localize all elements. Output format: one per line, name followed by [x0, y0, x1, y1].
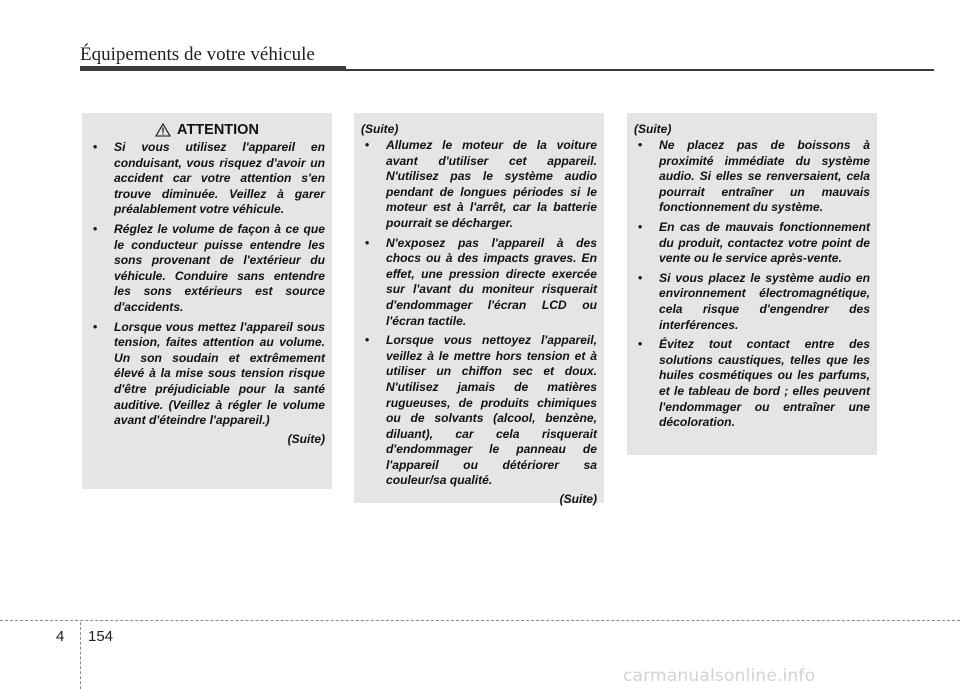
page-number: 154 — [88, 628, 114, 645]
watermark-text: carmanualsonline.info — [623, 666, 816, 686]
caution-heading — [89, 122, 325, 138]
header-rule-thin — [346, 69, 934, 71]
list-item-text: En cas de mauvais fonctionnement du produit, contactez votre point de vente ou le service après-vente. — [659, 219, 870, 266]
bullet-icon: • — [93, 319, 98, 334]
list-item — [634, 271, 870, 333]
bullet-icon: • — [638, 337, 643, 352]
list-item-text: Si vous placez le système audio en environnement électromagnétique, cela risque d'engendrer des interférences. — [659, 270, 870, 332]
list-item-text: Lorsque vous nettoyez l'appareil, veillez à le mettre hors tension et à utiliser un chiffon sec et doux. N'utilisez jamais de matières rugueuses, de produits chimiques ou de solvants (alcool, benzène, diluant), car cela risquerait d'endommager le panneau de l'appareil ou détériorer sa couleur/sa qualité. — [386, 333, 597, 488]
list-item-text: Ne placez pas de boissons à proximité immédiate du système audio. Si elles se renversaient, cela pourrait entraîner un mauvais fonctionnement du système. — [659, 138, 870, 215]
footer-dashed-rule — [0, 620, 960, 621]
header-rule-thick — [80, 66, 346, 71]
bullet-icon: • — [638, 138, 643, 152]
list-item — [361, 236, 597, 330]
list-item-text: Évitez tout contact entre des solutions caustiques, telles que les huiles cosmétiques ou les parfums, et le tableau de bord ; elles peuvent l'endommager ou entraîner une décoloration. — [659, 337, 870, 430]
caution-panel-2 — [354, 113, 604, 507]
list-item-text: Réglez le volume de façon à ce que le conducteur puisse entendre les sons provenant de l'extérieur du véhicule. Conduire sans entendre les sons extérieurs est source d'accidents. — [114, 221, 325, 314]
bullet-icon: • — [365, 138, 370, 152]
bullet-icon: • — [638, 270, 643, 285]
page-header-title: Équipements de votre véhicule — [80, 44, 315, 65]
footer-dashed-divider — [80, 622, 81, 689]
bullet-icon: • — [365, 333, 370, 348]
list-item — [634, 337, 870, 431]
list-item — [89, 140, 325, 218]
list-item — [89, 320, 325, 429]
bullet-icon: • — [93, 140, 98, 154]
list-item-text: Allumez le moteur de la voiture avant d'utiliser cet appareil. N'utilisez pas le système audio pendant de longues périodes si le moteur est à l'arrêt, car la batterie pourrait se décharger. — [386, 138, 597, 230]
caution-panel-1 — [82, 113, 332, 489]
list-item — [634, 220, 870, 267]
caution-heading-text: ATTENTION — [177, 122, 259, 138]
list-item — [89, 222, 325, 316]
caution-panel-3 — [627, 113, 877, 455]
list-item-text: N'exposez pas l'appareil à des chocs ou à des impacts graves. En effet, une pression directe exercée sur l'avant du moniteur risquerait d'endommager l'écran LCD ou l'écran tactile. — [386, 235, 597, 328]
list-item — [361, 138, 597, 232]
continued-top-label: (Suite) — [634, 122, 672, 136]
continued-label: (Suite) — [287, 431, 325, 446]
list-item-text: Si vous utilisez l'appareil en conduisant, vous risquez d'avoir un accident car votre attention s'en trouve diminuée. Veillez à garer préalablement votre véhicule. — [114, 140, 325, 217]
warning-triangle-icon — [155, 123, 171, 137]
list-item — [361, 333, 597, 489]
bullet-icon: • — [365, 235, 370, 250]
caution-list-2 — [361, 138, 597, 489]
chapter-number: 4 — [56, 628, 65, 645]
list-item — [634, 138, 870, 216]
continued-label: (Suite) — [559, 492, 597, 507]
continued-top-label: (Suite) — [361, 122, 399, 136]
caution-list-3 — [634, 138, 870, 431]
caution-list-1 — [89, 140, 325, 429]
list-item-text: Lorsque vous mettez l'appareil sous tension, faites attention au volume. Un son soudain et extrêmement élevé à la mise sous tension risque d'être préjudiciable pour la santé auditive. (Veillez à régler le volume avant d'éteindre l'appareil.) — [114, 319, 325, 428]
bullet-icon: • — [93, 221, 98, 236]
bullet-icon: • — [638, 219, 643, 234]
